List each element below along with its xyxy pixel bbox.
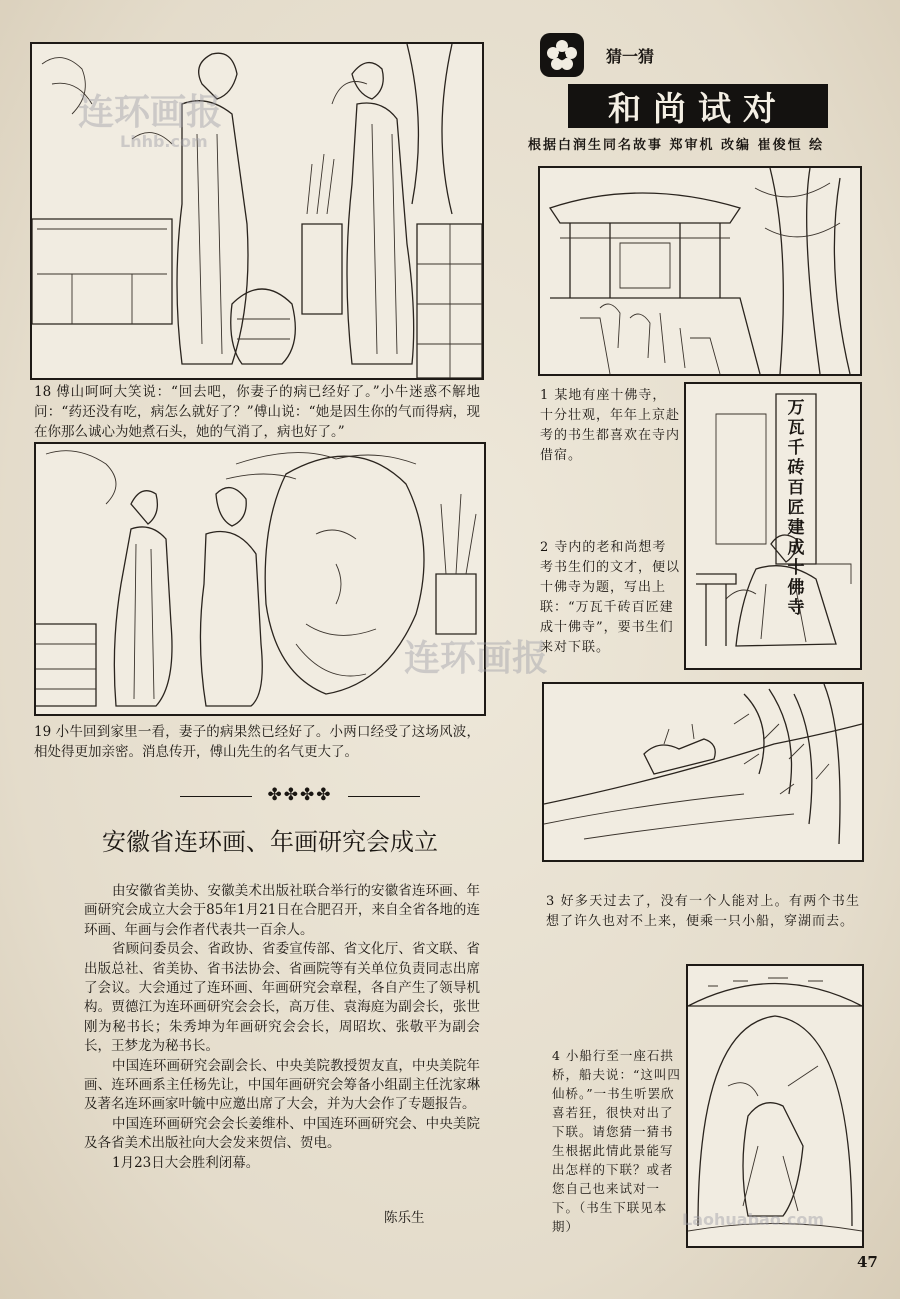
article-body bbox=[84, 882, 480, 1173]
temple-drawing bbox=[540, 168, 860, 374]
illustration-panel-4 bbox=[686, 964, 864, 1248]
panel-19-drawing bbox=[36, 444, 484, 714]
article-paragraph: 由安徽省美协、安徽美术出版社联合举行的安徽省连环画、年画研究会成立大会于85年1月21日在合肥召开，来自全省各地的连环画、年画与会作者代表共一百余人。 bbox=[84, 883, 480, 938]
caption-4: 4 小船行至一座石拱桥，船夫说：“这叫四仙桥。”一书生听罢欣喜若狂，很快对出了下联。请您猜一猜书生根据此情此景能写出怎样的下联？或者您自己也来试对一下。（书生下联见本期） bbox=[552, 1048, 681, 1234]
article-headline: 安徽省连环画、年画研究会成立 bbox=[102, 828, 438, 856]
caption-1: 1 某地有座十佛寺，十分壮观，年年上京赴考的书生都喜欢在寺内借宿。 bbox=[540, 388, 681, 463]
article-paragraph: 1月23日大会胜利闭幕。 bbox=[112, 1154, 260, 1171]
flower-logo-icon bbox=[540, 33, 584, 77]
section-divider bbox=[180, 785, 420, 805]
article-paragraph: 中国连环画研究会副会长、中央美院教授贺友直，中央美院年画、连环画系主任杨先让，中国年画研究会筹备小组副主任沈家琳及著名连环画家叶毓中应邀出席了大会，并为大会作了专题报告。 bbox=[84, 1057, 480, 1113]
illustration-panel-3 bbox=[542, 682, 864, 862]
article-paragraph: 中国连环画研究会会长姜维朴、中国连环画研究会、中央美院及各省美术出版社向大会发来贺信、贺电。 bbox=[84, 1115, 480, 1152]
illustration-panel-1 bbox=[538, 166, 862, 376]
caption-3: 3 好多天过去了，没有一个人能对上。有两个书生想了许久也对不上来，便乘一只小船，穿湖而去。 bbox=[546, 894, 860, 929]
couplet-scroll-text: 万瓦千砖百匠建成十佛寺 bbox=[787, 398, 805, 618]
watermark-text: 连环画报 bbox=[78, 92, 223, 133]
bridge-drawing bbox=[688, 966, 862, 1246]
section-label: 猜一猜 bbox=[606, 47, 655, 66]
page-number: 47 bbox=[857, 1253, 878, 1271]
article-paragraph: 省顾问委员会、省政协、省委宣传部、省文化厅、省文联、省出版总社、省美协、省书法协会、省画院等有关单位负责同志出席了会议。大会通过了连环画、年画研究会章程，各自产生了领导机构。贾德江为连环画研究会会长，高万佳、袁海庭为副会长，张世刚为秘书长；朱秀坤为年画研究会会长，周昭坎、张敬平为副会长，王梦龙为秘书长。 bbox=[84, 941, 480, 1055]
caption-19: 19 小牛回到家里一看，妻子的病果然已经好了。小两口经受了这场风波，相处得更加亲密。消息传开，傅山先生的名气更大了。 bbox=[34, 724, 480, 760]
watermark-text: Lhhb.com bbox=[120, 132, 208, 151]
article-author: 陈乐生 bbox=[384, 1210, 425, 1226]
divider-line-left bbox=[180, 796, 252, 797]
panel-18-drawing bbox=[32, 44, 482, 378]
caption-18: 18 傅山呵呵大笑说：“回去吧，你妻子的病已经好了。”小牛迷惑不解地问：“药还没有吃，病怎么就好了？”傅山说：“她是因生你的气而得病，现在你那么诚心为她煮石头，她的气消了，病也好了。” bbox=[34, 384, 480, 440]
illustration-panel-19 bbox=[34, 442, 486, 716]
lake-drawing bbox=[544, 684, 862, 860]
story-title: 和尚试对 bbox=[568, 84, 828, 128]
illustration-panel-2 bbox=[684, 382, 862, 670]
divider-stars: ✤✤✤✤ bbox=[267, 785, 333, 805]
monk-drawing bbox=[686, 384, 860, 668]
divider-line-right bbox=[348, 796, 420, 797]
illustration-panel-18 bbox=[30, 42, 484, 380]
story-credit: 根据白润生同名故事 郑审机 改编 崔俊恒 绘 bbox=[528, 138, 825, 153]
caption-2: 2 寺内的老和尚想考考书生们的文才，便以十佛寺为题，写出上联：“万瓦千砖百匠建成十佛寺”，要书生们来对下联。 bbox=[540, 540, 681, 655]
watermark-text: 连环画报 bbox=[404, 638, 549, 679]
watermark-text: Laohuabao.com bbox=[682, 1210, 825, 1229]
